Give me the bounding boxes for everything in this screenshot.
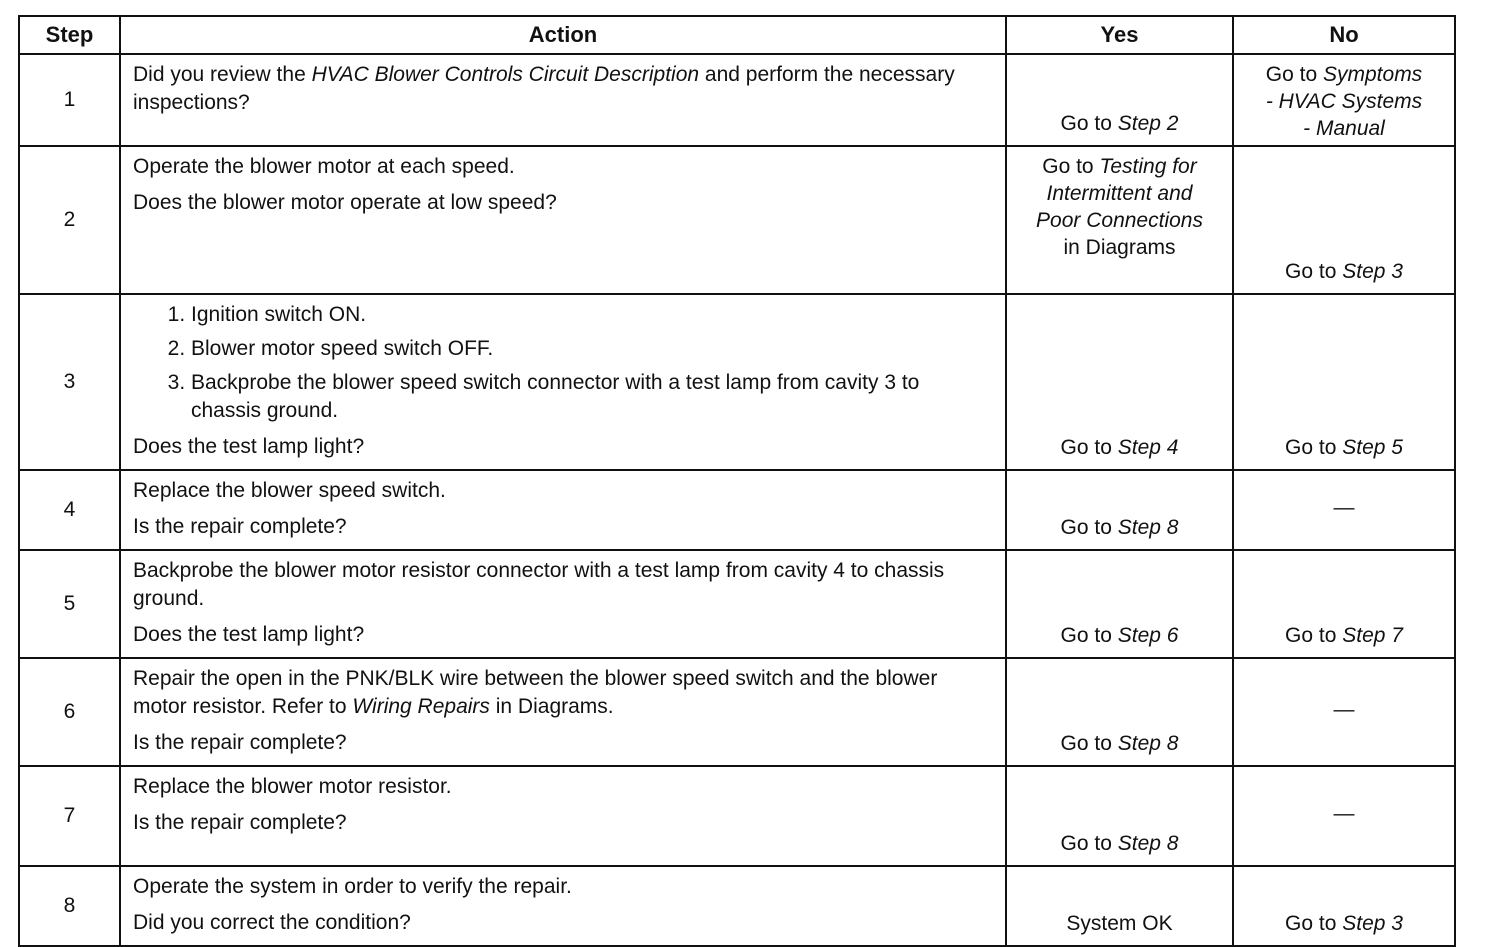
no-reference: Go to Symptoms - HVAC Systems - Manual — [1265, 63, 1423, 140]
step-number: 3 — [19, 294, 120, 470]
step-number: 2 — [19, 146, 120, 294]
table-header-row — [19, 16, 1455, 54]
action-question: Did you review the HVAC Blower Controls Circuit Description and perform the necessary inspections? — [133, 63, 955, 114]
no-cell — [1233, 146, 1455, 294]
yes-cell — [1006, 294, 1233, 470]
action-instruction: Repair the open in the PNK/BLK wire between the blower speed switch and the blower motor resistor. Refer to Wiring Repairs in Diagrams. — [133, 667, 938, 718]
yes-reference: Go to Step 2 — [1060, 112, 1179, 135]
yes-cell — [1006, 146, 1233, 294]
yes-cell — [1006, 658, 1233, 766]
step-number: 1 — [19, 54, 120, 146]
action-cell — [120, 766, 1006, 866]
no-cell — [1233, 470, 1455, 550]
yes-reference: System OK — [1066, 912, 1173, 935]
yes-cell — [1006, 470, 1233, 550]
no-dash: — — [1333, 801, 1355, 825]
step-number: 7 — [19, 766, 120, 866]
header-action: Action — [120, 16, 1006, 54]
table-row — [19, 294, 1455, 470]
action-cell — [120, 550, 1006, 658]
no-dash: — — [1333, 495, 1355, 519]
no-reference: Go to Step 5 — [1285, 436, 1403, 459]
action-question: Is the repair complete? — [133, 515, 347, 538]
action-cell — [120, 658, 1006, 766]
yes-cell — [1006, 550, 1233, 658]
yes-cell — [1006, 866, 1233, 946]
table-row — [19, 766, 1455, 866]
no-cell — [1233, 550, 1455, 658]
list-item: 1. Ignition switch ON. — [191, 301, 993, 329]
action-question: Does the test lamp light? — [133, 623, 365, 646]
action-cell — [120, 470, 1006, 550]
no-reference: Go to Step 7 — [1285, 624, 1403, 647]
diagnostic-table — [18, 15, 1456, 947]
action-cell — [120, 866, 1006, 946]
action-instruction: Replace the blower motor resistor. — [133, 775, 452, 798]
step-number: 5 — [19, 550, 120, 658]
header-no: No — [1233, 16, 1455, 54]
header-yes: Yes — [1006, 16, 1233, 54]
step-number: 8 — [19, 866, 120, 946]
action-cell — [120, 146, 1006, 294]
step-number: 4 — [19, 470, 120, 550]
table-row — [19, 146, 1455, 294]
yes-cell — [1006, 54, 1233, 146]
yes-reference: Go to Step 4 — [1060, 436, 1179, 459]
yes-reference: Go to Step 6 — [1060, 624, 1179, 647]
action-question: Does the test lamp light? — [133, 435, 365, 458]
yes-reference: Go to Step 8 — [1060, 516, 1179, 539]
action-cell — [120, 294, 1006, 470]
no-cell — [1233, 766, 1455, 866]
no-dash: — — [1333, 697, 1355, 721]
no-cell — [1233, 866, 1455, 946]
yes-reference: Go to Testing for Intermittent and Poor Connections in Diagrams — [1036, 155, 1203, 259]
no-cell — [1233, 294, 1455, 470]
table-row — [19, 470, 1455, 550]
action-instruction: Operate the blower motor at each speed. — [133, 155, 515, 178]
yes-reference: Go to Step 8 — [1060, 832, 1179, 855]
table-row — [19, 54, 1455, 146]
action-instruction: Operate the system in order to verify the repair. — [133, 875, 572, 898]
action-question: Is the repair complete? — [133, 731, 347, 754]
step-number: 6 — [19, 658, 120, 766]
no-reference: Go to Step 3 — [1285, 260, 1403, 283]
action-instruction: Replace the blower speed switch. — [133, 479, 446, 502]
yes-reference: Go to Step 8 — [1060, 732, 1179, 755]
list-item: 3. Backprobe the blower speed switch connector with a test lamp from cavity 3 to chassis ground. — [191, 369, 993, 425]
action-steps-list — [133, 301, 993, 425]
table-row — [19, 866, 1455, 946]
action-instruction: Backprobe the blower motor resistor connector with a test lamp from cavity 4 to chassis ground. — [133, 559, 945, 610]
action-question: Did you correct the condition? — [133, 911, 411, 934]
no-reference: Go to Step 3 — [1285, 912, 1403, 935]
yes-cell — [1006, 766, 1233, 866]
table-row — [19, 658, 1455, 766]
no-cell — [1233, 658, 1455, 766]
action-cell — [120, 54, 1006, 146]
header-step: Step — [19, 16, 120, 54]
table-row — [19, 550, 1455, 658]
action-question: Is the repair complete? — [133, 811, 347, 834]
list-item: 2. Blower motor speed switch OFF. — [191, 335, 993, 363]
no-cell — [1233, 54, 1455, 146]
action-question: Does the blower motor operate at low speed? — [133, 191, 557, 214]
